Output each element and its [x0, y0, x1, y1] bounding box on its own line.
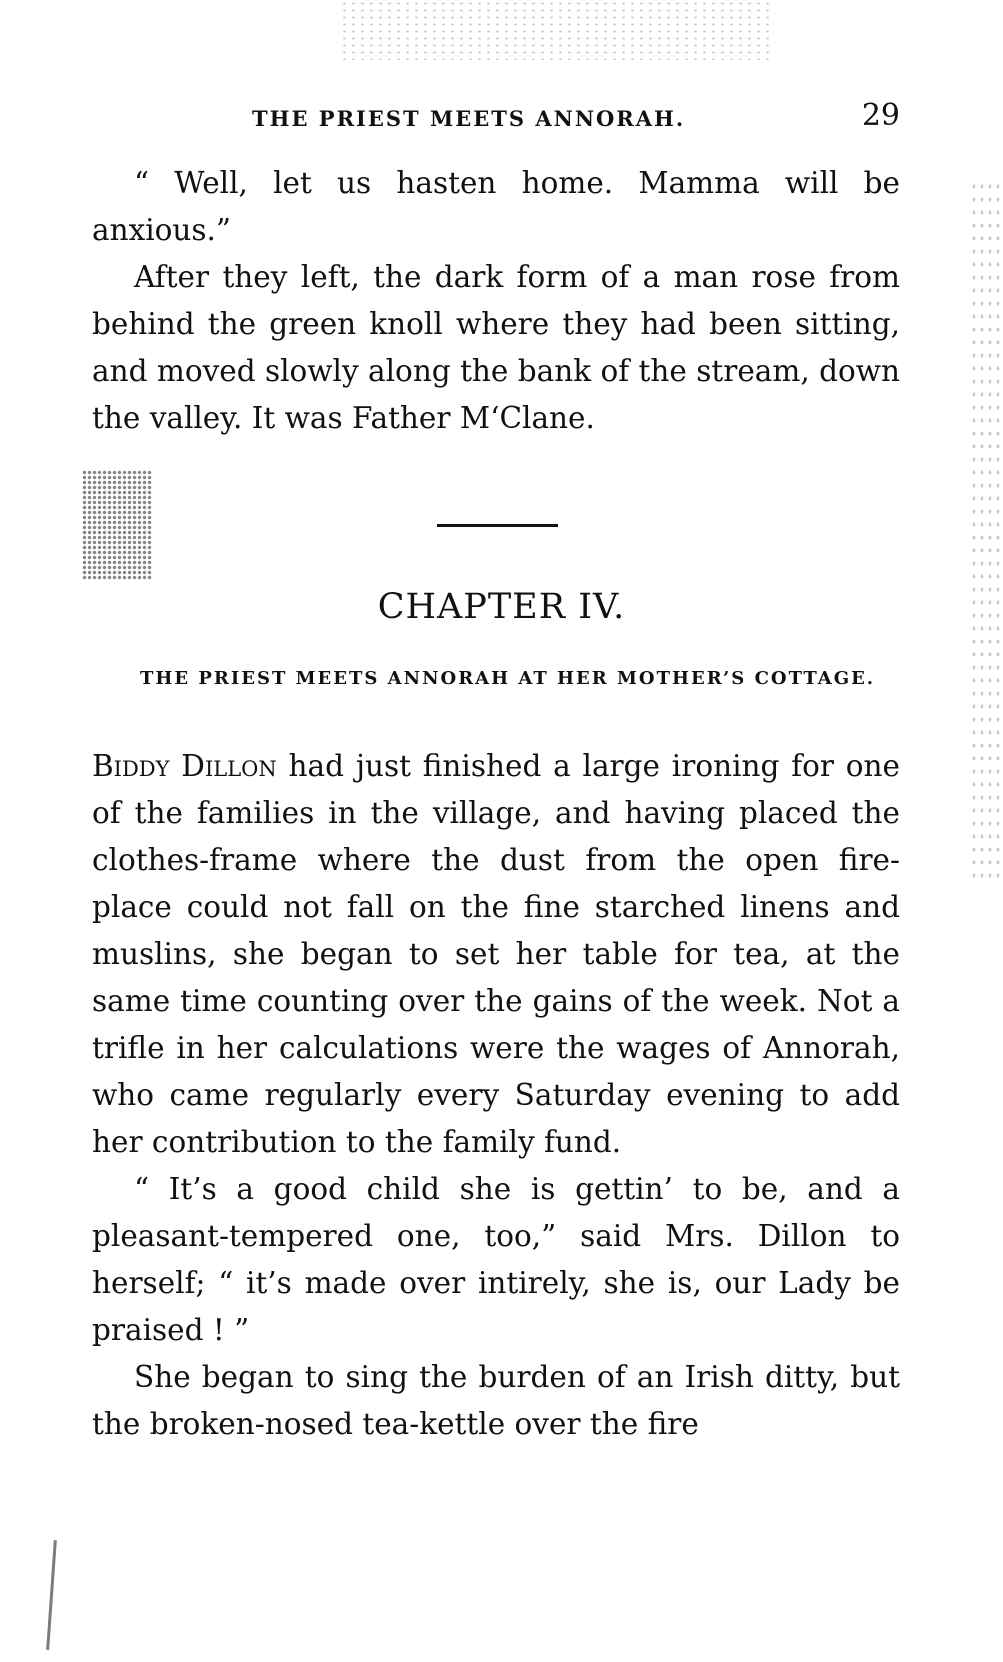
paragraph: She began to sing the burden of an Irish ditty, but the broken-nosed tea-kettle over the fire	[92, 1360, 900, 1441]
running-title: THE PRIEST MEETS ANNORAH.	[252, 106, 686, 131]
opening-paragraph	[92, 743, 900, 1166]
section-divider-rule	[437, 524, 558, 527]
text-block-before-chapter	[92, 160, 900, 442]
running-head	[92, 98, 900, 138]
opening-paragraph-text: had just finished a large ironing for one of the families in the village, and having placed the clothes-frame where the dust from the open fire-place could not fall on the fine starched linens and muslins, she began to set her table for tea, at the same time counting over the gains of the week. Not a trifle in her calculations were the wages of Annorah, who came regularly every Saturday evening to add her contribution to the family fund.	[92, 749, 900, 1159]
paragraph: “ Well, let us hasten home. Mamma will be anxious.”	[92, 166, 900, 247]
scan-noise-right	[970, 180, 1000, 880]
paragraph: “ It’s a good child she is gettin’ to be, and a pleasant-tempered one, too,” said Mrs. Dillon to herself; “ it’s made over intirely, she is, our Lady be praised ! ”	[92, 1172, 900, 1347]
chapter-subtitle: THE PRIEST MEETS ANNORAH AT HER MOTHER’S COTTAGE.	[139, 668, 876, 689]
scan-noise-left	[82, 470, 152, 580]
paragraph: After they left, the dark form of a man rose from behind the green knoll where they had been sitting, and moved slowly along the bank of the stream, down the valley. It was Father M‘Clane.	[92, 260, 900, 435]
margin-pencil-mark	[46, 1540, 57, 1650]
scan-noise-top	[340, 0, 770, 60]
page-number: 29	[861, 98, 900, 133]
opening-lead-words: Biddy Dillon	[92, 749, 277, 783]
text-block-chapter-body	[92, 743, 900, 1448]
chapter-heading: CHAPTER IV.	[377, 587, 626, 627]
